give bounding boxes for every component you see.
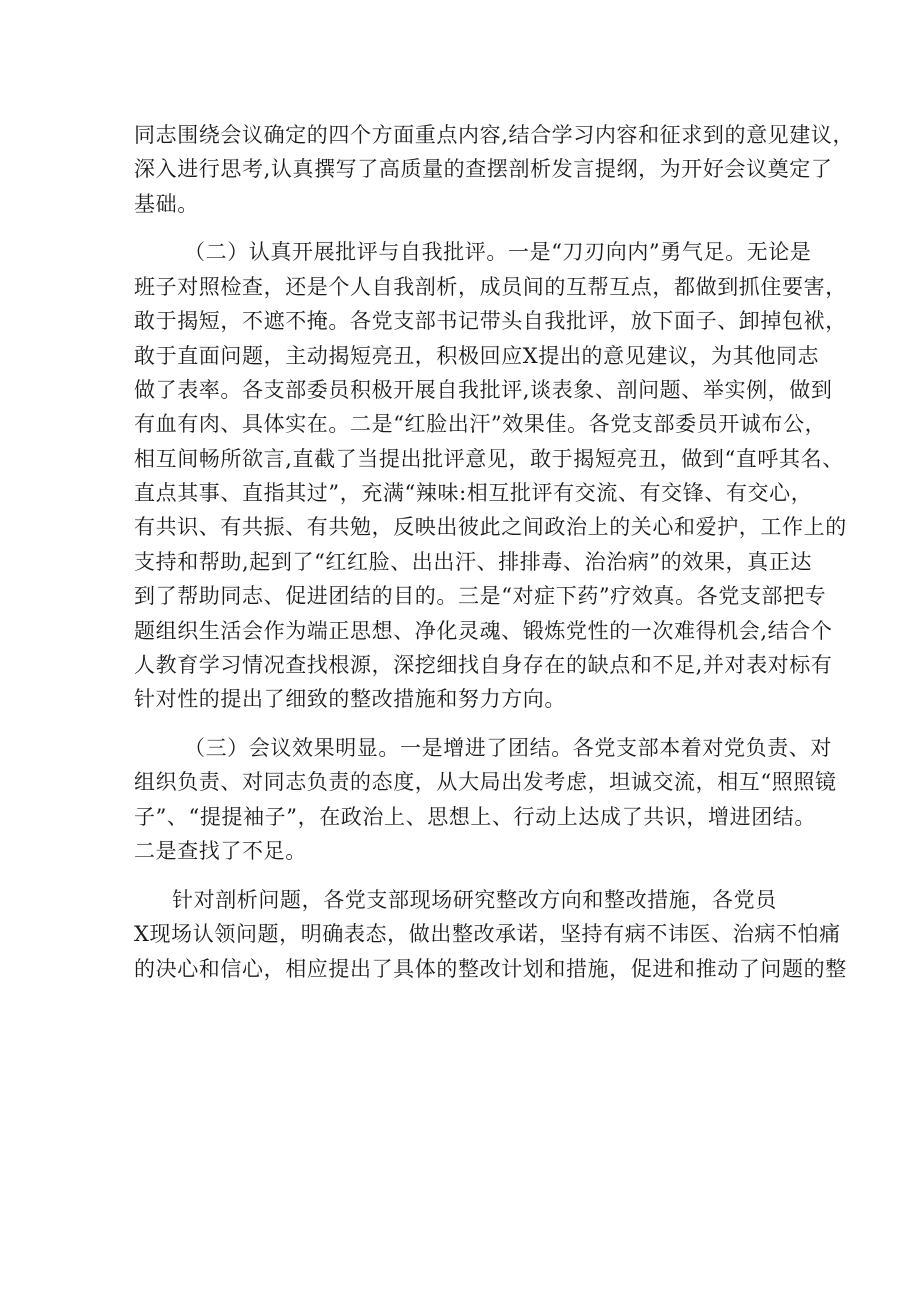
- paragraph-2-line-13: 人教育学习情况查找根源，深挖细找自身存在的缺点和不足,并对表对标有: [134, 653, 833, 678]
- paragraph-3-line-2: 组织负责、对同志负责的态度，从大局出发考虑，坦诚交流，相互“照照镜: [134, 770, 837, 795]
- paragraph-2-line-2: 班子对照检查，还是个人自我剖析，成员间的互帮互点，都做到抓住要害，: [134, 274, 847, 299]
- paragraph-2-line-11: 到了帮助同志、促进团结的目的。三是“对症下药”疗效真。各党支部把专: [134, 584, 827, 609]
- paragraph-1-line-1: 同志围绕会议确定的四个方面重点内容,结合学习内容和征求到的意见建议，: [134, 123, 855, 147]
- paragraph-3-line-3: 子”、“提提袖子”，在政治上、思想上、行动上达成了共识，增进团结。: [134, 804, 817, 829]
- paragraph-2-line-9: 有共识、有共振、有共勉，反映出彼此之间政治上的关心和爱护，工作上的: [134, 515, 847, 540]
- paragraph-2-line-1: （二）认真开展批评与自我批评。一是“刀刃向内”勇气足。无论是: [184, 240, 812, 265]
- paragraph-gap: [134, 717, 814, 731]
- paragraph-2-line-10: 支持和帮助,起到了“红红脸、出出汗、排排毒、治治病”的效果，真正达: [134, 549, 812, 574]
- paragraph-1-line-3: 基础。: [134, 191, 199, 216]
- paragraph-4-line-2: X现场认领问题，明确表态，做出整改承诺，坚持有病不讳医、治病不怕痛: [134, 922, 841, 947]
- paragraph-3-line-4: 二是查找了不足。: [134, 839, 307, 864]
- paragraph-4-line-3: 的决心和信心，相应提出了具体的整改计划和措施，促进和推动了问题的整: [134, 956, 847, 981]
- paragraph-2-line-6: 有血有肉、具体实在。二是“红脸出汗”效果佳。各党支部委员开诚布公，: [134, 412, 827, 437]
- paragraph-2-line-12: 题组织生活会作为端正思想、净化灵魂、锻炼党性的一次难得机会,结合个: [134, 618, 833, 643]
- paragraph-1-line-2: 深入进行思考,认真撰写了高质量的查摆剖析发言提纲，为开好会议奠定了: [134, 157, 833, 182]
- paragraph-gap: [134, 869, 814, 883]
- paragraph-3-line-1: （三）会议效果明显。一是增进了团结。各党支部本着对党负责、对: [184, 736, 832, 761]
- paragraph-2-line-14: 针对性的提出了细致的整改措施和努力方向。: [134, 687, 566, 712]
- paragraph-2-line-3: 敢于揭短，不遮不掩。各党支部书记带头自我批评，放下面子、卸掉包袱，: [134, 309, 847, 334]
- document-body: [134, 118, 855, 986]
- paragraph-gap: [134, 221, 814, 235]
- paragraph-2-line-5: 做了表率。各支部委员积极开展自我批评,谈表象、剖问题、举实例，做到: [134, 377, 833, 402]
- paragraph-4-line-1: 针对剖析问题，各党支部现场研究整改方向和整改措施，各党员: [172, 887, 777, 912]
- paragraph-2-line-7: 相互间畅所欲言,直截了当提出批评意见，敢于揭短亮丑，做到“直呼其名、: [134, 446, 844, 471]
- paragraph-2-line-4: 敢于直面问题，主动揭短亮丑，积极回应X提出的意见建议，为其他同志: [134, 343, 820, 368]
- paragraph-2-line-8: 直点其事、直指其过”，充满“辣味:相互批评有交流、有交锋、有交心，: [134, 481, 813, 506]
